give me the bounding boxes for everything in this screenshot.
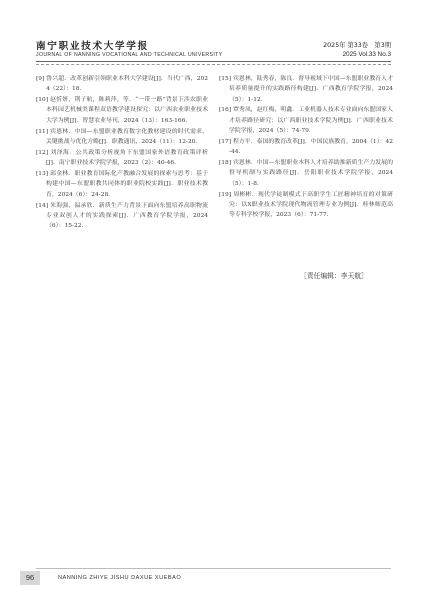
reference-item: [13] 邱金林．职业教育国际化产教融合发展的探索与思考：基于构建中国—东盟职教共同体的职业院校实践[J]．职业技术教育，2024（6）：24-28． [36,171,208,198]
issue-info-cn: 2025年 第33卷 第3期 [323,42,391,49]
reference-item: [10] 赵忻妍，荆子航，陈莉萍，等．“一带一路”背景下涉农职业本科园艺机械类课程双语教学建设探究：以广西农业职业技术大学为例[J]．智慧农业导刊，2024（13）：163-166． [36,97,208,124]
header-rule [36,61,391,62]
footer-journal-pinyin: NANNING ZHIYE JISHU DAXUE XUEBAO [58,575,182,581]
page-number: 96 [25,573,35,582]
references-right-column [219,74,393,221]
footer-rule [36,568,391,569]
reference-item: [17] 程方平．泰国的教育改革[J]．中国民族教育，2004（1）：42-44． [219,138,393,156]
responsible-editor: ［责任编辑：李天航］ [300,272,368,280]
reference-item: [18] 宾恩林．中国—东盟职业本科人才培养助推新质生产力发展的督导机制与实践路径[J]．岳阳职业技术学院学报，2024（5）：1-8． [219,160,393,187]
references-left-column [36,74,208,232]
reference-item: [11] 宾恩林．中国—东盟职业教育数字化教材建设的时代需求、关键挑战与优化方略[J]．职教通讯，2024（11）：12-20． [36,128,208,145]
reference-item: [16] 覃秀凤，赵红梅，明鑫．工业机器人技术专业面向东盟国家人才培养路径研究：以广西职业技术学院为例[J]．广西职业技术学院学报，2024（5）：74-79． [219,107,393,135]
journal-title-cn: 南宁职业技术大学学报 [36,41,149,52]
reference-item: [14] 朱海强，温承欣．新质生产力背景下面向东盟培养高职物流专业双创人才的实践探索[J]．广西教育学院学报，2024（6）：15-22． [36,202,208,230]
journal-title-en: JOURNAL OF NANNING VOCATIONAL AND TECHNICAL UNIVERSITY [36,52,223,58]
reference-item: [9] 鲁兴超．改革创新引领职业本科大学建设[J]．当代广西，2024（22）：18． [36,76,208,93]
reference-item: [12] 刘泽海．公共政策分析视角下东盟国家外语教育政策评析[J]．南宁职业技术学院学报，2023（2）：40-46． [36,149,208,167]
issue-info-en: 2025 Vol.33 No.3 [342,51,391,58]
header-rule-dashed [36,64,391,65]
reference-item: [19] 周彬彬．现代学徒制模式下高职学生工匠精神培育的对策研究：以X职业技术学院现代物流管理专业为例[J]．桂林师范高等专科学校学报，2023（6）：71-77． [219,191,393,219]
reference-item: [15] 宾恩林，陆秀春，陈良．督导视域下中国—东盟职业教育人才培养质量提升的实践路径构建[J]．广西教育学院学报，2024（5）：1-12． [219,76,393,103]
